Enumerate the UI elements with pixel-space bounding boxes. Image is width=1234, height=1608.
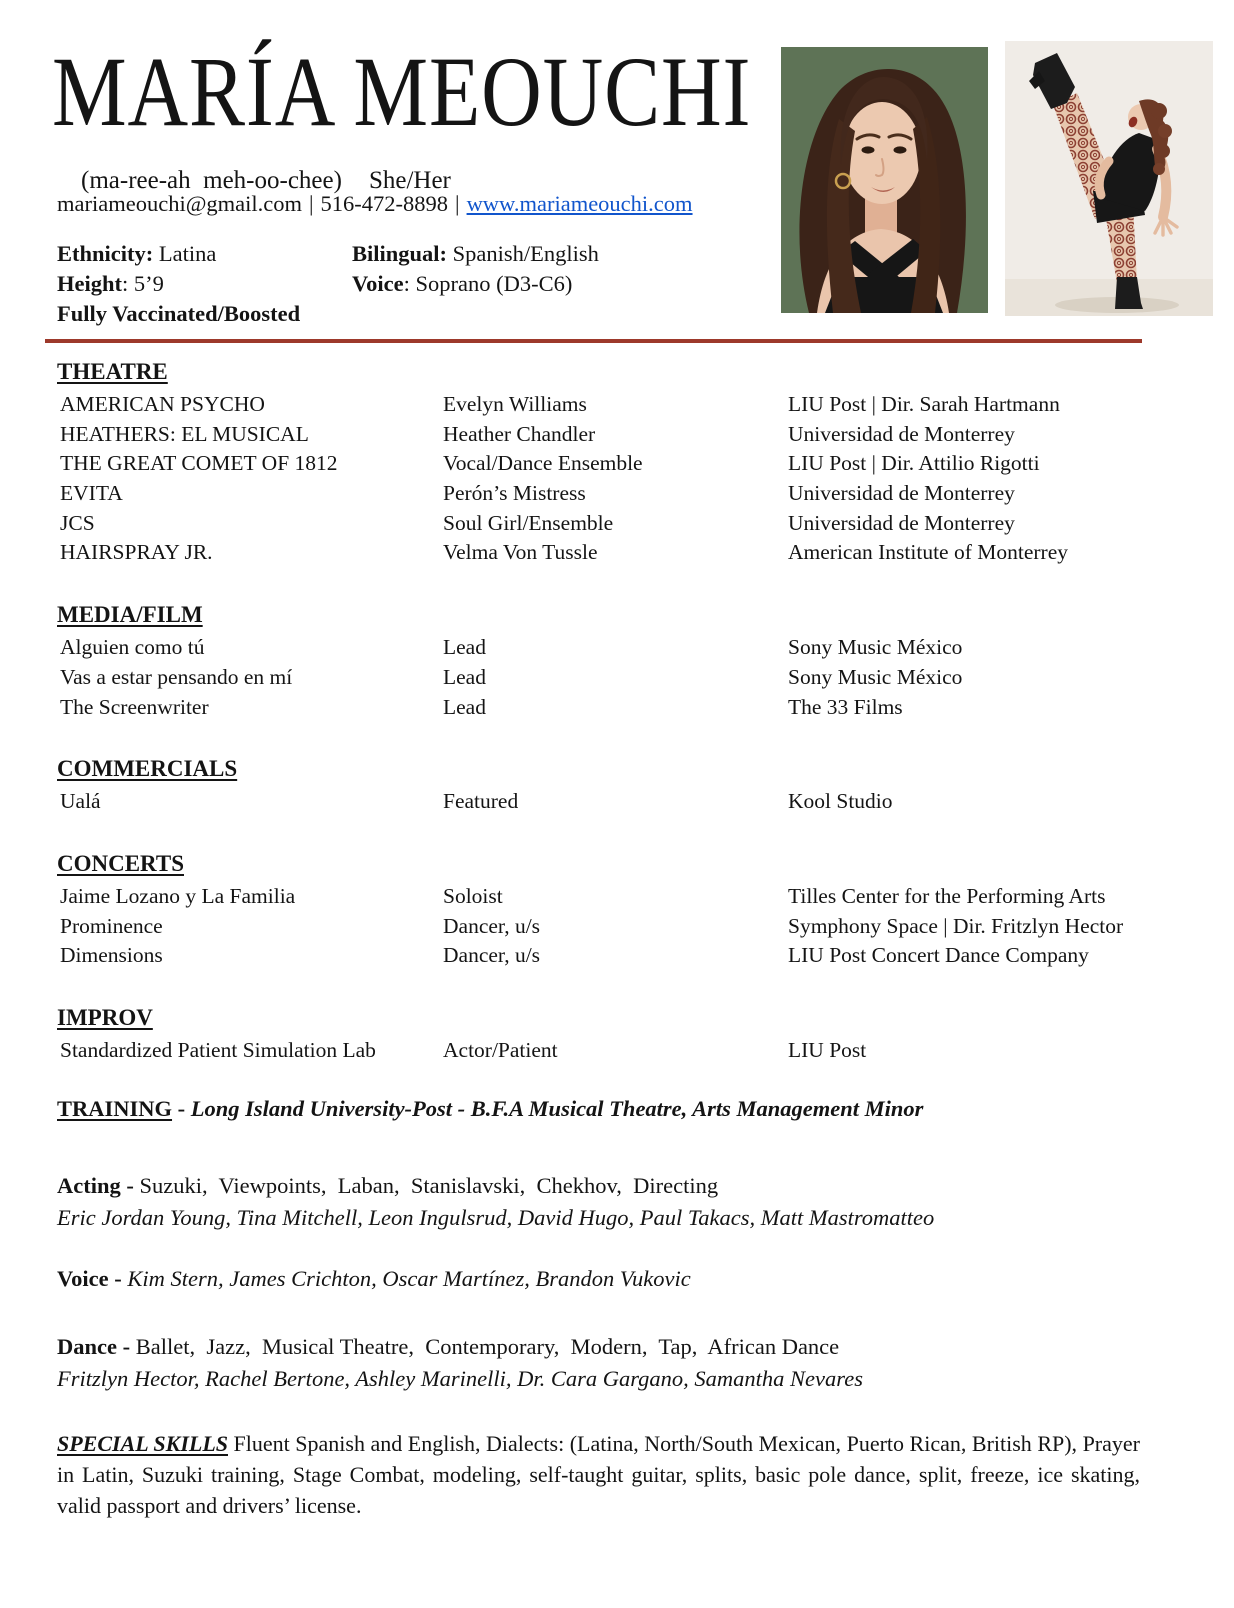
acting-label: Acting	[57, 1173, 121, 1198]
credit-role: Perón’s Mistress	[443, 481, 586, 506]
special-skills-heading: SPECIAL SKILLS	[57, 1431, 228, 1456]
credit-role: Soloist	[443, 883, 503, 908]
credit-title: Standardized Patient Simulation Lab	[60, 1037, 376, 1062]
credit-title: THE GREAT COMET OF 1812	[60, 451, 338, 476]
ethnicity-label: Ethnicity:	[57, 241, 154, 266]
table-row	[57, 635, 1142, 665]
table-row	[57, 789, 1142, 819]
table-row	[57, 1038, 1142, 1068]
acting-dash: -	[120, 1173, 140, 1198]
bilingual-value: Spanish/English	[447, 241, 599, 266]
table-row	[57, 392, 1142, 422]
contact-line	[57, 191, 693, 217]
section-heading-concerts: CONCERTS	[57, 850, 184, 876]
table-row	[57, 665, 1142, 695]
credit-venue: Symphony Space | Dir. Fritzlyn Hector	[788, 913, 1124, 938]
credit-title: Dimensions	[60, 943, 163, 968]
dance-pose-photo	[1005, 41, 1213, 316]
credit-venue: Sony Music México	[788, 635, 963, 660]
section-heading-improv: IMPROV	[57, 1004, 153, 1030]
section-media-film	[57, 598, 1142, 724]
section-heading-theatre: THEATRE	[57, 359, 168, 384]
website-link[interactable]: www.mariameouchi.com	[466, 191, 693, 216]
table-row	[57, 451, 1142, 481]
section-heading-commercials: COMMERCIALS	[57, 756, 238, 782]
dance-teachers: Fritzlyn Hector, Rachel Bertone, Ashley Marinelli, Dr. Cara Gargano, Samantha Nevares	[57, 1365, 863, 1391]
credit-title: JCS	[60, 510, 95, 535]
voice-label: Voice	[57, 1266, 109, 1291]
credit-venue: LIU Post | Dir. Sarah Hartmann	[788, 392, 1060, 416]
table-row	[57, 422, 1142, 452]
table-row	[57, 943, 1142, 973]
training-dance-block	[57, 1331, 1140, 1394]
training-acting-block	[57, 1170, 1140, 1233]
section-improv	[57, 1001, 1142, 1068]
section-concerts	[57, 847, 1142, 973]
credit-role: Lead	[443, 635, 486, 660]
table-row	[57, 695, 1142, 725]
voice-row	[352, 269, 599, 299]
credit-venue: Universidad de Monterrey	[788, 510, 1015, 535]
credit-venue: LIU Post | Dir. Attilio Rigotti	[788, 451, 1040, 476]
voice-dash: -	[108, 1266, 128, 1291]
credit-role: Dancer, u/s	[443, 913, 541, 938]
section-theatre	[57, 355, 1142, 570]
credit-role: Soul Girl/Ensemble	[443, 510, 614, 535]
credit-title: Alguien como tú	[60, 635, 205, 660]
ethnicity-value: Latina	[153, 241, 217, 266]
special-skills-block	[57, 1428, 1146, 1521]
dance-items: Ballet, Jazz, Musical Theatre, Contemporary, Modern, Tap, African Dance	[135, 1334, 840, 1359]
separator: |	[455, 191, 460, 216]
acting-teachers: Eric Jordan Young, Tina Mitchell, Leon Ingulsrud, David Hugo, Paul Takacs, Matt Mastromatteo	[57, 1204, 935, 1230]
training-summary: Long Island University-Post - B.F.A Musical Theatre, Arts Management Minor	[190, 1096, 924, 1121]
table-row	[57, 511, 1142, 541]
credit-title: Prominence	[60, 913, 163, 938]
credit-role: Actor/Patient	[443, 1037, 558, 1062]
credit-title: AMERICAN PSYCHO	[60, 392, 265, 416]
section-heading-media-film: MEDIA/FILM	[57, 602, 203, 628]
voice-value: : Soprano (D3-C6)	[403, 271, 573, 296]
credit-title: Ualá	[60, 789, 101, 814]
special-skills-text: Fluent Spanish and English, Dialects: (Latina, North/South Mexican, Puerto Rican, British RP), Prayer in Latin, Suzuki training, Stage Combat, modeling, self-taught guitar, splits, basic pole dance, split, freeze, ice skating, valid passport and drivers’ license.	[57, 1431, 1146, 1518]
stats-left-column	[57, 239, 300, 329]
credit-role: Lead	[443, 694, 486, 719]
headshot-photo	[781, 47, 988, 313]
bilingual-label: Bilingual:	[352, 241, 448, 266]
training-dash: -	[172, 1096, 191, 1121]
credit-venue: The 33 Films	[788, 694, 903, 719]
section-commercials	[57, 752, 1142, 819]
credit-role: Lead	[443, 664, 486, 689]
page-title: MARÍA MEOUCHI	[52, 36, 752, 147]
credit-role: Vocal/Dance Ensemble	[443, 451, 643, 476]
credit-venue: American Institute of Monterrey	[788, 540, 1069, 565]
voice-teachers: Kim Stern, James Crichton, Oscar Martínez, Brandon Vukovic	[127, 1266, 691, 1291]
table-row	[57, 884, 1142, 914]
table-row	[57, 481, 1142, 511]
height-row	[57, 269, 300, 299]
credit-venue: LIU Post	[788, 1037, 867, 1062]
table-row	[57, 540, 1142, 570]
dance-dash: -	[117, 1334, 136, 1359]
bilingual-row	[352, 239, 599, 269]
training-heading: TRAINING	[57, 1096, 173, 1121]
credit-role: Featured	[443, 789, 519, 814]
credit-venue: Universidad de Monterrey	[788, 481, 1015, 506]
credit-role: Velma Von Tussle	[443, 540, 598, 565]
height-value: : 5’9	[122, 271, 164, 296]
email-text: mariameouchi@gmail.com	[57, 191, 303, 216]
credit-venue: Universidad de Monterrey	[788, 421, 1015, 446]
divider-line	[45, 339, 1142, 343]
credit-role: Dancer, u/s	[443, 943, 541, 968]
credit-title: Jaime Lozano y La Familia	[60, 883, 296, 908]
vaccination-status: Fully Vaccinated/Boosted	[57, 301, 301, 326]
height-label: Height	[57, 271, 122, 296]
acting-items: Suzuki, Viewpoints, Laban, Stanislavski, Chekhov, Directing	[139, 1173, 719, 1198]
credit-title: HEATHERS: EL MUSICAL	[60, 421, 309, 446]
credit-venue: Sony Music México	[788, 664, 963, 689]
acting-line	[57, 1170, 1140, 1202]
dance-line	[57, 1331, 1140, 1363]
credit-venue: Tilles Center for the Performing Arts	[788, 883, 1106, 908]
credit-role: Heather Chandler	[443, 421, 596, 446]
training-voice-block	[57, 1263, 1140, 1295]
pronunciation: (ma-ree-ah meh-oo-chee)	[81, 167, 342, 194]
credit-title: The Screenwriter	[60, 694, 209, 719]
credit-venue: Kool Studio	[788, 789, 893, 814]
table-row	[57, 914, 1142, 944]
stats-right-column	[352, 239, 599, 299]
credits	[57, 355, 1142, 1068]
pronouns: She/Her	[368, 167, 451, 194]
separator: |	[309, 191, 314, 216]
credit-title: HAIRSPRAY JR.	[60, 540, 213, 565]
ethnicity-row	[57, 239, 300, 269]
credit-title: EVITA	[60, 481, 123, 506]
training-heading-line	[57, 1096, 923, 1122]
credit-venue: LIU Post Concert Dance Company	[788, 943, 1089, 968]
credit-role: Evelyn Williams	[443, 392, 587, 416]
dance-label: Dance	[57, 1334, 117, 1359]
phone-text: 516-472-8898	[320, 191, 449, 216]
voice-label: Voice	[352, 271, 404, 296]
credit-title: Vas a estar pensando en mí	[60, 664, 293, 689]
